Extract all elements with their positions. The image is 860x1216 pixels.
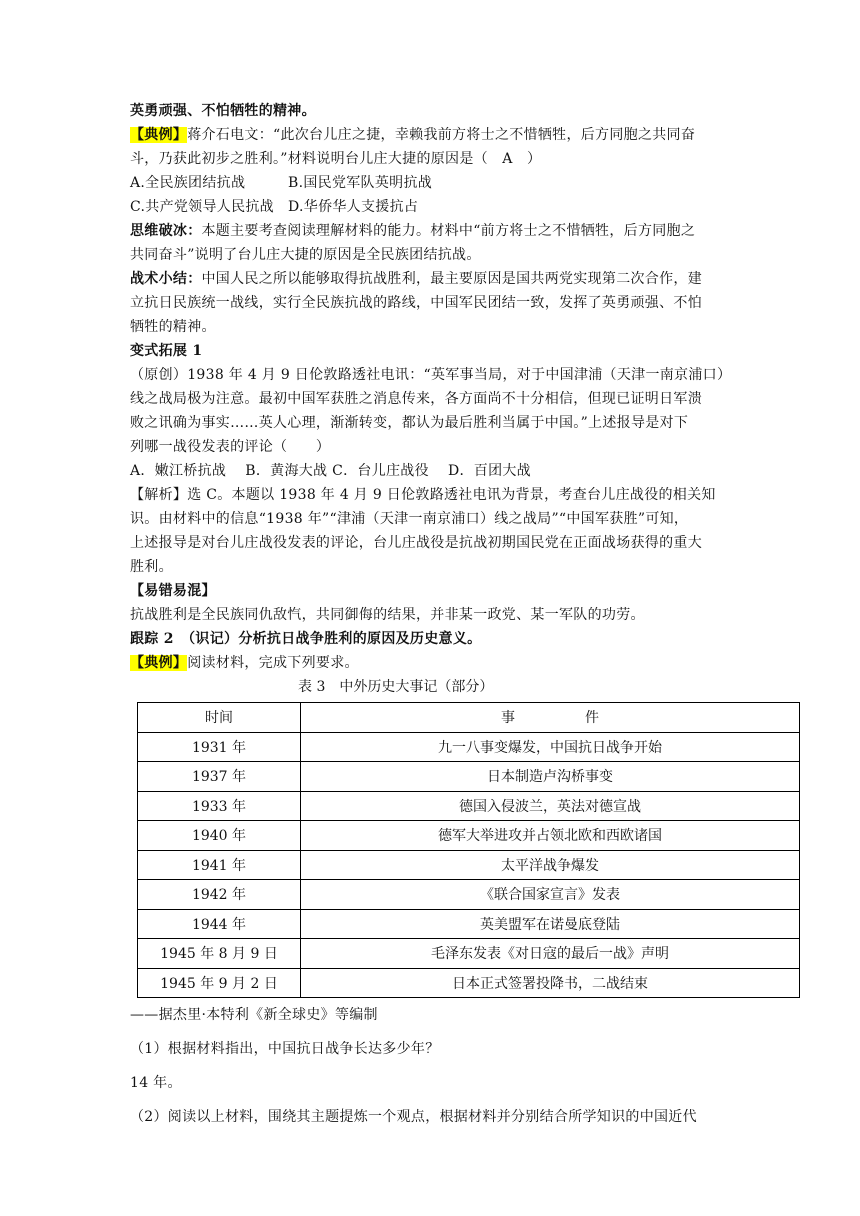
- question-2: （2）阅读以上材料，围绕其主题提炼一个观点，根据材料并分别结合所学知识的中国近代: [130, 1109, 697, 1125]
- text-line: 列哪一战役发表的评论（ ）: [130, 439, 331, 455]
- cell-time: 1942 年: [138, 880, 301, 910]
- text-line: 牺牲的精神。: [130, 319, 216, 335]
- example-tag: 【典例】: [130, 655, 188, 671]
- cell-time: 1931 年: [138, 732, 301, 762]
- cell-time: 1940 年: [138, 821, 301, 851]
- document-page: [130, 100, 730, 1130]
- summary-tag: 战术小结：: [130, 271, 202, 287]
- cell-event: 日本制造卢沟桥事变: [301, 762, 800, 792]
- text-line: 上述报导是对台儿庄战役发表的评论，台儿庄战役是抗战初期国民党在正面战场获得的重大: [130, 535, 702, 551]
- thinking-text: 本题主要考查阅读理解材料的能力。材料中“前方将士之不惜牺牲，后方同胞之: [201, 223, 696, 239]
- table-row: [138, 880, 800, 910]
- text-line: （原创）1938 年 4 月 9 日伦敦路透社电讯：“英军事当局，对于中国津浦（天津一南京浦口）: [130, 367, 732, 383]
- thinking-line: [130, 220, 730, 242]
- table-row: [138, 732, 800, 762]
- table-caption: 表 3 中外历史大事记（部分）: [298, 679, 494, 695]
- text-line: 英勇顽强、不怕牺牲的精神。: [130, 103, 316, 119]
- cell-event: 九一八事变爆发，中国抗日战争开始: [301, 732, 800, 762]
- summary-text: 中国人民之所以能够取得抗战胜利，最主要原因是国共两党实现第二次合作，建: [201, 271, 702, 287]
- text-line: 立抗日民族统一战线，实行全民族抗战的路线，中国军民团结一致，发挥了英勇顽强、不怕: [130, 295, 702, 311]
- options-row: [130, 172, 730, 194]
- section-title: 变式拓展 1: [130, 343, 203, 359]
- cell-time: 1941 年: [138, 850, 301, 880]
- thinking-tag: 思维破冰：: [130, 223, 202, 239]
- text-line: 共同奋斗”说明了台儿庄大捷的原因是全民族团结抗战。: [130, 247, 481, 263]
- example-text: 阅读材料，完成下列要求。: [187, 655, 359, 671]
- cell-event: 《联合国家宣言》发表: [301, 880, 800, 910]
- cell-time: 1937 年: [138, 762, 301, 792]
- table-row: [138, 968, 800, 998]
- table-header-row: [138, 703, 800, 733]
- text-line: 识。由材料中的信息“1938 年”“津浦（天津一南京浦口）线之战局”“中国军获胜”可知，: [130, 511, 689, 527]
- cell-event: 英美盟军在诺曼底登陆: [301, 909, 800, 939]
- text-line: 斗，乃获此初步之胜利。”材料说明台儿庄大捷的原因是（ A ）: [130, 151, 542, 167]
- text-line: 抗战胜利是全民族同仇敌忾，共同御侮的结果，并非某一政党、某一军队的功劳。: [130, 607, 645, 623]
- cell-time: 1945 年 9 月 2 日: [138, 968, 301, 998]
- example-line: [130, 652, 730, 674]
- track-title: 跟踪 2 （识记）分析抗日战争胜利的原因及历史意义。: [130, 631, 482, 647]
- answer-1: 14 年。: [130, 1075, 182, 1091]
- events-table: [137, 702, 800, 998]
- option-a: A.全民族团结抗战: [130, 175, 246, 191]
- table-row: [138, 821, 800, 851]
- cell-event: 德军大举进攻并占领北欧和西欧诸国: [301, 821, 800, 851]
- cell-time: 1945 年 8 月 9 日: [138, 939, 301, 969]
- cell-time: 1933 年: [138, 791, 301, 821]
- table-row: [138, 791, 800, 821]
- option-b: B.国民党军队英明抗战: [288, 175, 433, 191]
- option-c: C.共产党领导人民抗战: [130, 199, 274, 215]
- options-row: A．嫩江桥抗战 B．黄海大战 C．台儿庄战役 D．百团大战: [130, 463, 531, 479]
- analysis-line: 【解析】选 C。本题以 1938 年 4 月 9 日伦敦路透社电讯为背景，考查台儿庄战役的相关知: [130, 487, 716, 503]
- header-event: 事 件: [301, 703, 800, 733]
- text-line: 线之战局极为注意。最初中国军获胜之消息传来，各方面尚不十分相信，但现已证明日军溃: [130, 391, 702, 407]
- example-tag: 【典例】: [130, 127, 188, 143]
- cell-event: 日本正式签署投降书，二战结束: [301, 968, 800, 998]
- section-title: 【易错易混】: [130, 583, 216, 599]
- table-row: [138, 762, 800, 792]
- summary-line: [130, 268, 730, 290]
- text-line: 败之讯确为事实……英人心理，渐渐转变，都认为最后胜利当属于中国。”上述报导是对下: [130, 415, 689, 431]
- cell-event: 太平洋战争爆发: [301, 850, 800, 880]
- cell-event: 毛泽东发表《对日寇的最后一战》声明: [301, 939, 800, 969]
- text-line: 胜利。: [130, 559, 173, 575]
- question-1: （1）根据材料指出，中国抗日战争长达多少年？: [130, 1041, 440, 1057]
- table-row: [138, 909, 800, 939]
- table-row: [138, 850, 800, 880]
- header-time: 时间: [138, 703, 301, 733]
- options-row: [130, 196, 730, 218]
- table-row: [138, 939, 800, 969]
- example-line: [130, 124, 730, 146]
- source-note: ——据杰里·本特利《新全球史》等编制: [130, 1007, 378, 1023]
- cell-event: 德国入侵波兰，英法对德宣战: [301, 791, 800, 821]
- option-d: D.华侨华人支援抗占: [288, 199, 419, 215]
- example-text: 蒋介石电文：“此次台儿庄之捷，幸赖我前方将士之不惜牺牲，后方同胞之共同奋: [187, 127, 696, 143]
- cell-time: 1944 年: [138, 909, 301, 939]
